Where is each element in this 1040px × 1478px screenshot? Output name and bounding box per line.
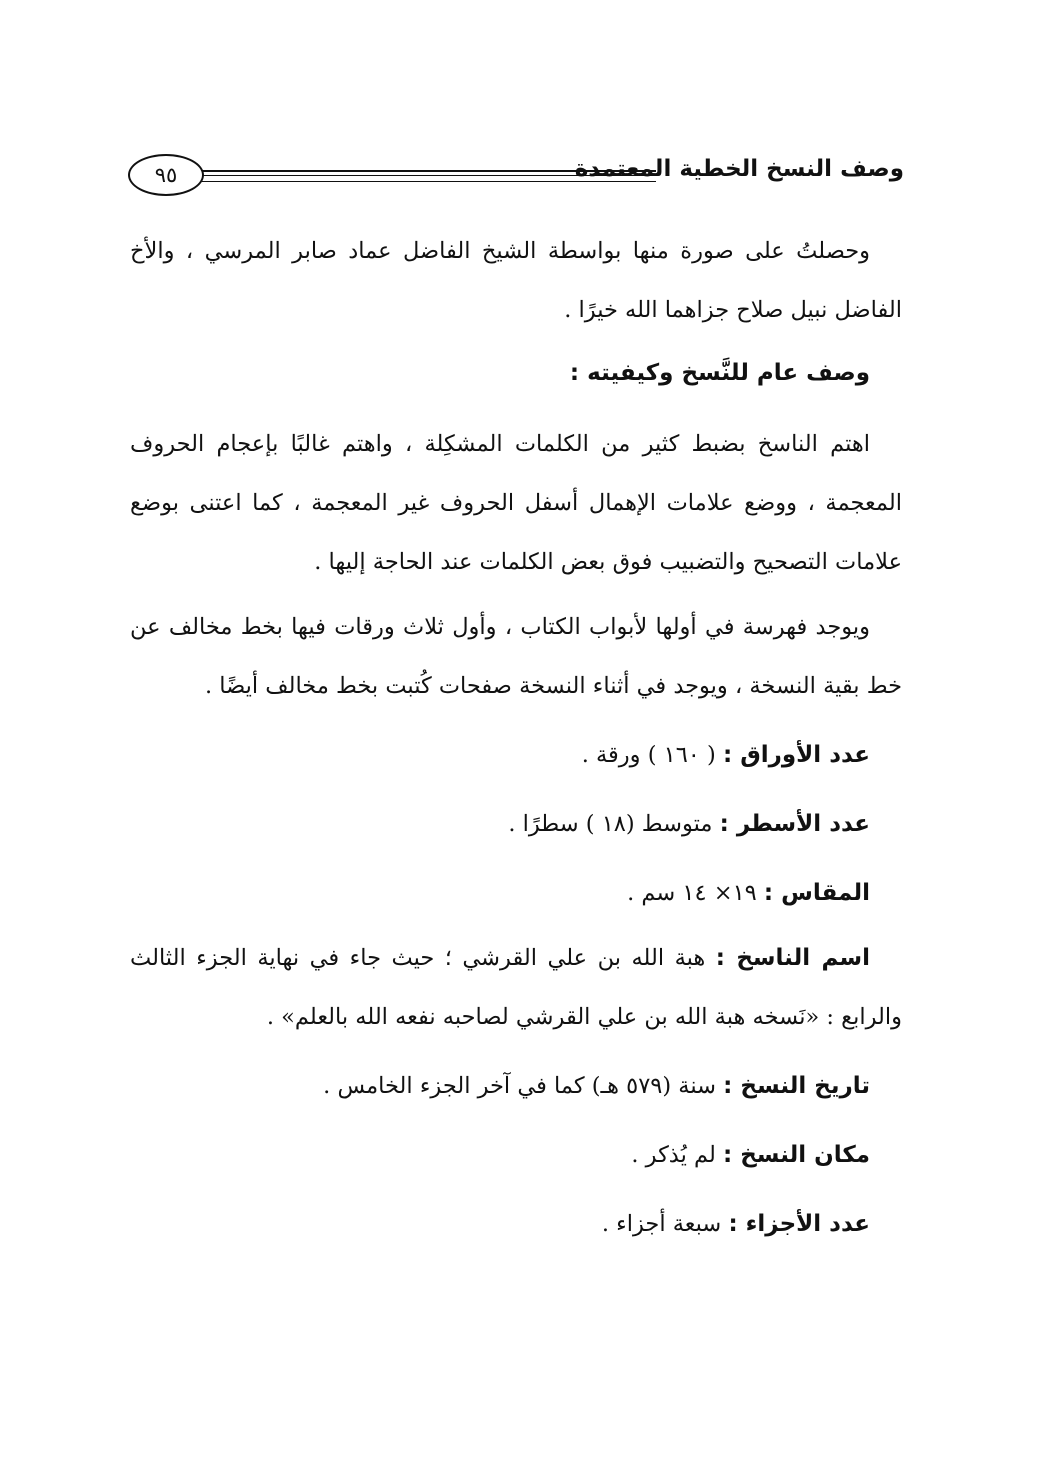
paragraph-source-text: وحصلتُ على صورة منها بواسطة الشيخ الفاضل عماد صابر المرسي ، والأخ الفاضل نبيل صلاح جزاهما الله خيرًا . (130, 238, 902, 323)
field-size-label: المقاس : (763, 880, 870, 906)
field-size-value: ١٩× ١٤ سم . (627, 880, 757, 906)
paragraph-description-text: اهتم الناسخ بضبط كثير من الكلمات المشكِلة ، واهتم غالبًا بإعجام الحروف المعجمة ، ووضع علامات الإهمال أسفل الحروف غير المعجمة ، كما اعتنى بوضع علامات التصحيح والتضبيب فوق بعض الكلمات عند الحاجة إليها . (130, 431, 902, 575)
field-lines (130, 795, 870, 854)
field-leaves-value: ( ١٦٠ ) ورقة . (581, 742, 716, 768)
field-parts-value: سبعة أجزاء . (601, 1211, 722, 1237)
page-body (130, 222, 902, 1258)
paragraph-source (130, 222, 902, 340)
field-date-label: تاريخ النسخ : (723, 1073, 870, 1099)
page-number: ٩٥ (128, 154, 204, 196)
field-place-label: مكان النسخ : (723, 1142, 870, 1168)
field-place-value: لم يُذكر . (631, 1142, 716, 1168)
field-leaves (130, 726, 870, 785)
field-copyist-label: اسم الناسخ : (715, 945, 870, 971)
field-lines-label: عدد الأسطر : (719, 811, 870, 837)
running-header (128, 150, 904, 202)
field-copyist (130, 929, 902, 1047)
field-size (130, 864, 870, 923)
field-parts (130, 1195, 870, 1254)
paragraph-description (130, 415, 902, 592)
field-date (130, 1057, 870, 1116)
field-parts-label: عدد الأجزاء : (728, 1211, 870, 1237)
field-lines-value: متوسط (١٨ ) سطرًا . (508, 811, 713, 837)
paragraph-index-text: ويوجد فهرسة في أولها لأبواب الكتاب ، وأول ثلاث ورقات فيها بخط مخالف عن خط بقية النسخة ، ويوجد في أثناء النسخة صفحات كُتبت بخط مخالف أيضًا . (130, 614, 902, 699)
section-heading: وصف عام للنَّسخ وكيفيته : (569, 360, 870, 386)
field-date-value: سنة (٥٧٩ هـ) كما في آخر الجزء الخامس . (323, 1073, 717, 1099)
paragraph-index (130, 598, 902, 716)
field-leaves-label: عدد الأوراق : (722, 742, 870, 768)
running-title: وصف النسخ الخطية المعتمدة (574, 156, 904, 182)
field-copyist-value: هبة الله بن علي القرشي ؛ حيث جاء في نهاية الجزء الثالث والرابع : «نَسخه هبة الله بن علي القرشي لصاحبه نفعه الله بالعلم» . (130, 945, 902, 1030)
field-place (130, 1126, 870, 1185)
